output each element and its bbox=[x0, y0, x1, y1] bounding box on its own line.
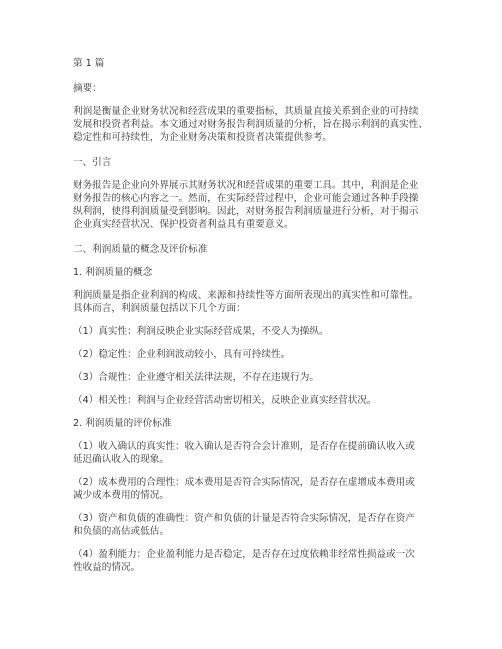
criteria-line: （1）收入确认的真实性：收入确认是否符合会计准则，是否存在提前确认收入或 bbox=[73, 441, 415, 452]
intro-line: 财务报告是企业向外界展示其财务状况和经营成果的重要工具。其中，利润是企业 bbox=[73, 180, 419, 191]
concept-paragraph bbox=[73, 289, 433, 315]
concept-item: （2）稳定性：企业利润波动较小，具有可持续性。 bbox=[73, 349, 291, 360]
abstract-line: 发展和投资者利益。本文通过对财务报告利润质量的分析，旨在揭示利润的真实性、 bbox=[73, 119, 428, 130]
abstract-paragraph bbox=[73, 105, 433, 144]
section-heading-concept: 二、利润质量的概念及评价标准 bbox=[73, 244, 208, 255]
concept-item: （4）相关性：利润与企业经营活动密切相关，反映企业真实经营状况。 bbox=[73, 395, 377, 406]
concept-item: （1）真实性：利润反映企业实际经营成果，不受人为操纵。 bbox=[73, 326, 329, 337]
part-label: 第 1 篇 bbox=[73, 58, 105, 69]
abstract-line: 稳定性和可持续性，为企业财务决策和投资者决策提供参考。 bbox=[73, 132, 333, 143]
criteria-line: （3）资产和负债的准确性：资产和负债的计量是否符合实际情况，是否存在资产 bbox=[73, 513, 415, 524]
criteria-item bbox=[73, 512, 433, 538]
criteria-line: （2）成本费用的合理性：成本费用是否符合实际情况，是否存在虚增成本费用或 bbox=[73, 477, 415, 488]
intro-line: 纵利润，使得利润质量受到影响。因此，对财务报告利润质量进行分析，对于揭示 bbox=[73, 206, 419, 217]
subsection-heading-concept: 1. 利润质量的概念 bbox=[73, 267, 153, 278]
abstract-line: 利润是衡量企业财务状况和经营成果的重要指标，其质量直接关系到企业的可持续 bbox=[73, 106, 419, 117]
document-body bbox=[73, 57, 433, 574]
intro-line: 财务报告的核心内容之一。然而，在实际经营过程中，企业可能会通过各种手段操 bbox=[73, 193, 419, 204]
intro-paragraph bbox=[73, 179, 433, 231]
criteria-item bbox=[73, 548, 433, 574]
subsection-heading-criteria: 2. 利润质量的评价标准 bbox=[73, 418, 172, 429]
criteria-item bbox=[73, 476, 433, 502]
intro-line: 企业真实经营状况、保护投资者利益具有重要意义。 bbox=[73, 219, 294, 230]
criteria-line: （4）盈利能力：企业盈利能力是否稳定，是否存在过度依赖非经常性损益或一次 bbox=[73, 549, 415, 560]
criteria-line: 减少成本费用的情况。 bbox=[73, 490, 169, 501]
concept-line: 具体而言，利润质量包括以下几个方面： bbox=[73, 303, 246, 314]
concept-item: （3）合规性：企业遵守相关法律法规，不存在违规行为。 bbox=[73, 372, 319, 383]
concept-line: 利润质量是指企业利润的构成、来源和持续性等方面所表现出的真实性和可靠性。 bbox=[73, 290, 419, 301]
criteria-line: 延迟确认收入的现象。 bbox=[73, 454, 169, 465]
abstract-heading: 摘要： bbox=[73, 83, 102, 94]
criteria-line: 和负债的高估或低估。 bbox=[73, 526, 169, 537]
criteria-line: 性收益的情况。 bbox=[73, 562, 141, 573]
section-heading-intro: 一、引言 bbox=[73, 157, 112, 168]
criteria-item bbox=[73, 440, 433, 466]
